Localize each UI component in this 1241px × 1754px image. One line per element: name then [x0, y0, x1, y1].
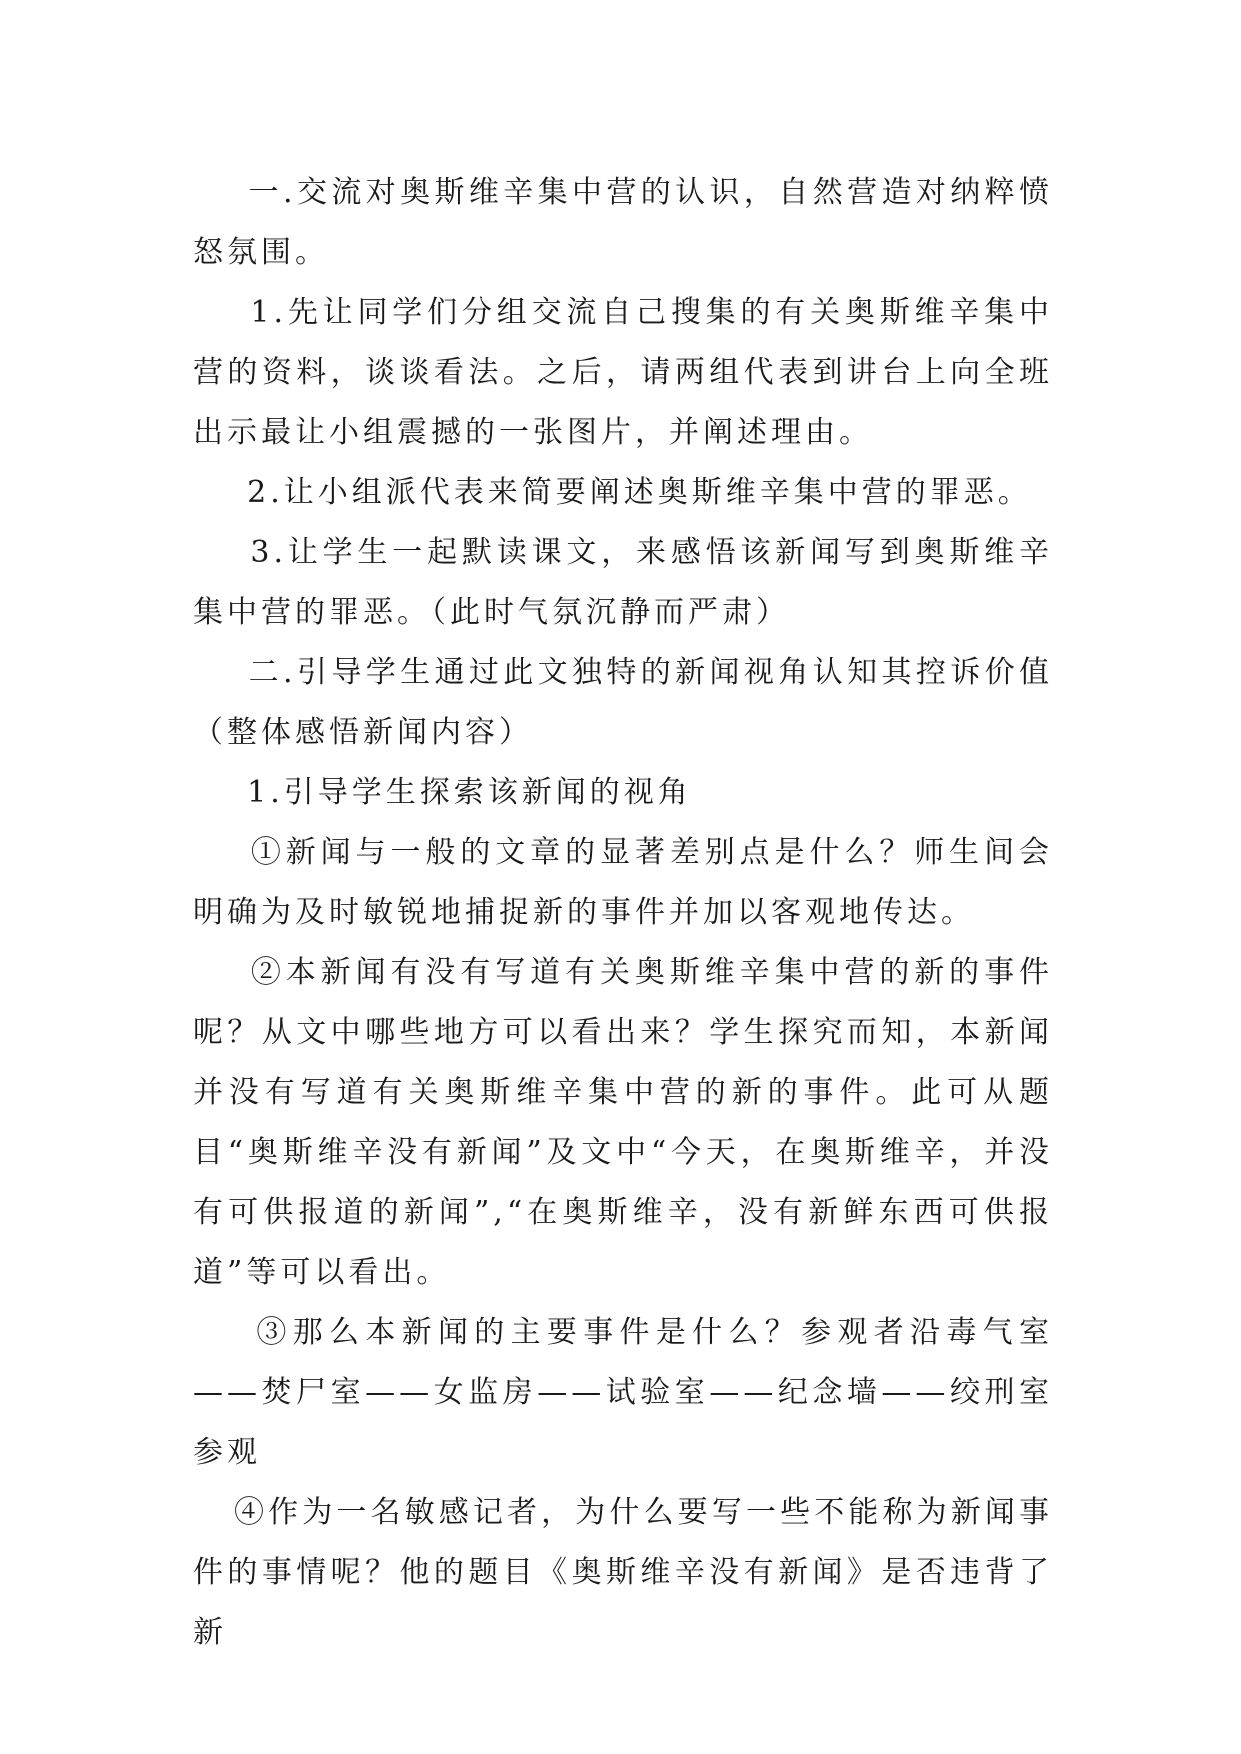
step-1-paragraph: 1.先让同学们分组交流自己搜集的有关奥斯维辛集中营的资料，谈谈看法。之后，请两组代表到讲台上向全班出示最让小组震撼的一张图片，并阐述理由。 [193, 295, 1053, 450]
question-2-paragraph: ②本新闻有没有写道有关奥斯维辛集中营的新的事件呢？从文中哪些地方可以看出来？学生探究而知，本新闻并没有写道有关奥斯维辛集中营的新的事件。此可从题目“奥斯维辛没有新闻”及文中“今天，在奥斯维辛，并没有可供报道的新闻”,“在奥斯维辛，没有新鲜东西可供报道”等可以看出。 [193, 955, 1054, 1290]
section-heading-1: 一.交流对奥斯维辛集中营的认识，自然营造对纳粹愤怒氛围。 [193, 175, 1053, 270]
question-1-paragraph: ①新闻与一般的文章的显著差别点是什么？师生间会明确为及时敏锐地捕捉新的事件并加以客观地传达。 [193, 835, 1054, 930]
question-4-paragraph: ④作为一名敏感记者，为什么要写一些不能称为新闻事件的事情呢？他的题目《奥斯维辛没有新闻》是否违背了新 [193, 1495, 1053, 1650]
section-heading-2: 二.引导学生通过此文独特的新闻视角认知其控诉价值（整体感悟新闻内容） [193, 655, 1053, 750]
document-page [193, 163, 1053, 1663]
step-3-paragraph: 3.让学生一起默读课文，来感悟该新闻写到奥斯维辛集中营的罪恶。（此时气氛沉静而严肃） [193, 535, 1053, 630]
step-2-paragraph: 2.让小组派代表来简要阐述奥斯维辛集中营的罪恶。 [193, 475, 1032, 510]
subsection-heading: 1.引导学生探索该新闻的视角 [193, 775, 692, 810]
question-3-paragraph: ③那么本新闻的主要事件是什么？参观者沿毒气室——焚尸室——女监房——试验室——纪念墙——绞刑室参观 [193, 1315, 1053, 1470]
